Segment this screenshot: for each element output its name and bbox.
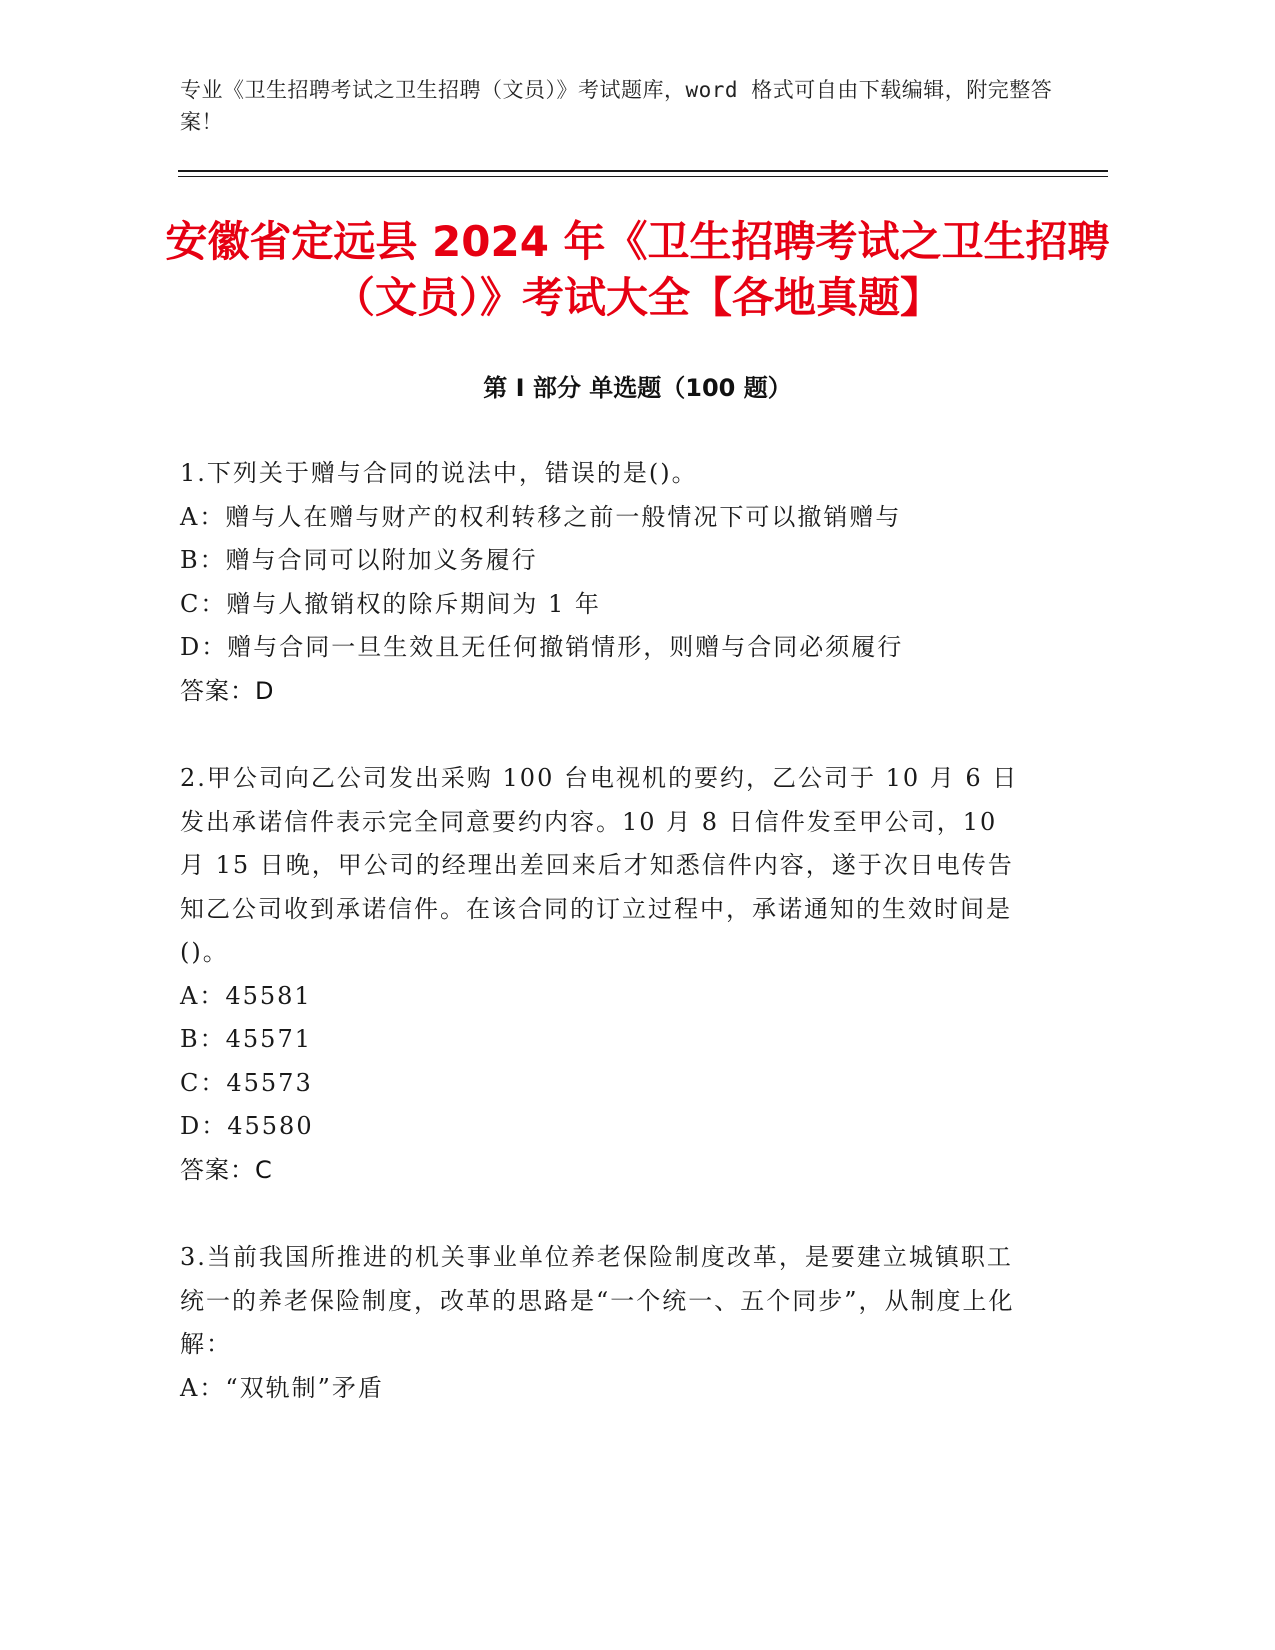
header-divider-thin [178,176,1108,177]
question-stem: 3.当前我国所推进的机关事业单位养老保险制度改革，是要建立城镇职工统一的养老保险制度，改革的思路是“一个统一、五个同步”，从制度上化解： [180,1243,1015,1358]
answer: 答案：C [180,1155,273,1184]
option-c: C：45573 [180,1068,313,1097]
question-3 [180,1236,1030,1410]
question-2 [180,757,1030,1192]
option-d: D：45580 [180,1112,314,1140]
option-d: D：赠与合同一旦生效且无任何撤销情形，则赠与合同必须履行 [180,633,904,661]
option-a: A：45581 [180,981,312,1010]
option-b: B：45571 [180,1025,312,1053]
header-note: 专业《卫生招聘考试之卫生招聘（文员）》考试题库，word 格式可自由下载编辑，附完整答案！ [180,78,1053,134]
option-a: A：赠与人在赠与财产的权利转移之前一般情况下可以撤销赠与 [180,502,902,531]
section-title: 第 I 部分 单选题（100 题） [483,374,792,402]
question-1 [180,452,1030,713]
question-stem: 1.下列关于赠与合同的说法中，错误的是()。 [180,459,698,487]
question-stem: 2.甲公司向乙公司发出采购 100 台电视机的要约，乙公司于 10 月 6 日发出承诺信件表示完全同意要约内容。10 月 8 日信件发至甲公司，10 月 15 日晚，甲公司的经理出差回来后才知悉信件内容，遂于次日电传告知乙公司收到承诺信件。在该合同的订立过程中，承诺通知的生效时间是()。 [180,764,1019,966]
question-list [180,452,1030,1454]
document-title: 安徽省定远县 2024 年《卫生招聘考试之卫生招聘（文员）》考试大全【各地真题】 [165,217,1110,322]
header-divider [178,170,1108,172]
option-a: A：“双轨制”矛盾 [180,1373,384,1402]
option-b: B：赠与合同可以附加义务履行 [180,546,538,574]
answer: 答案：D [180,676,275,705]
option-c: C：赠与人撤销权的除斥期间为 1 年 [180,589,601,618]
